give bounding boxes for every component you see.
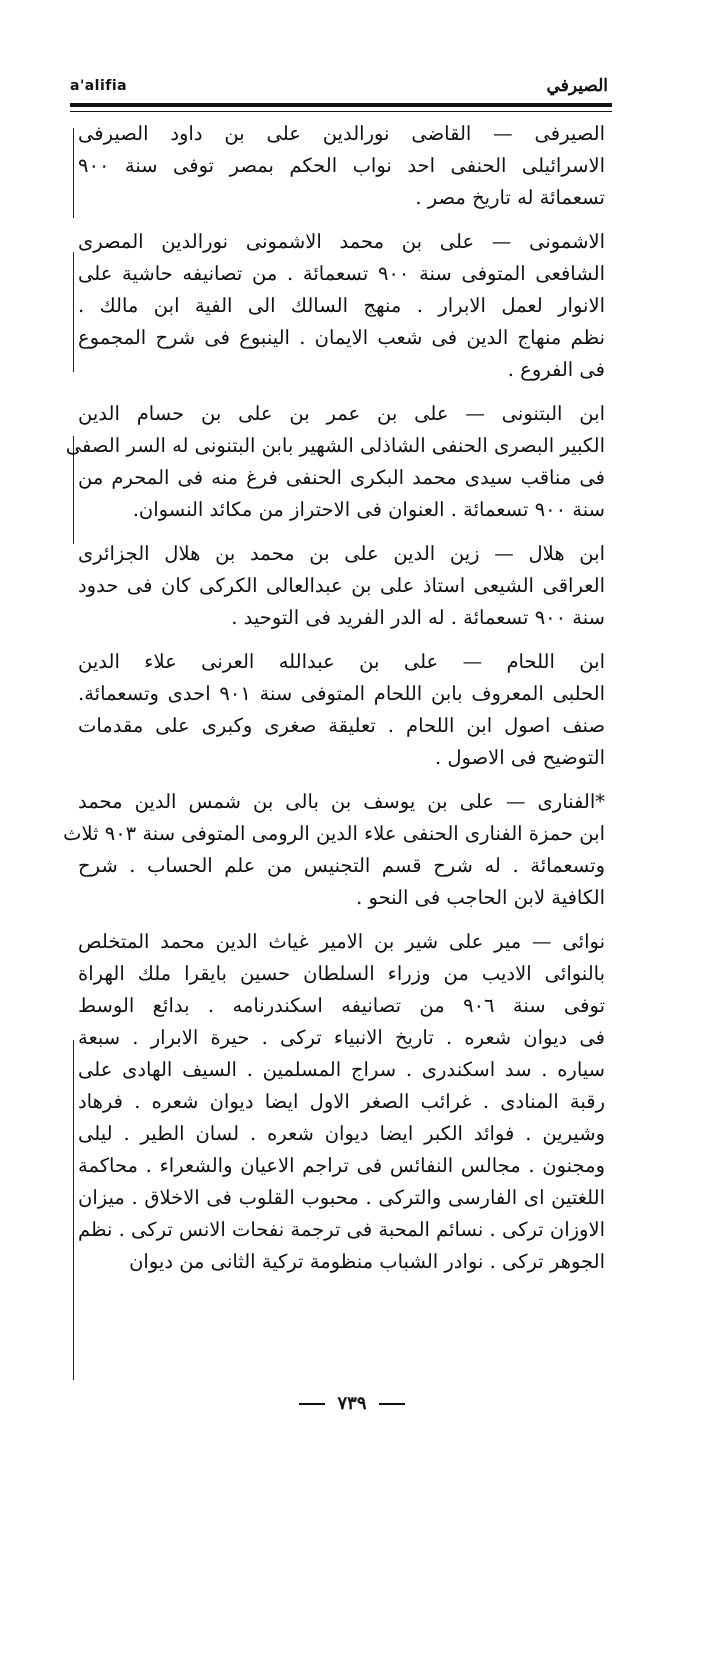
margin-line: [73, 252, 74, 372]
entry-line: الاسرائيلى الحنفى احد نواب الحكم بمصر توفى سنة ٩٠٠: [78, 154, 605, 177]
entry-line: اللغتين اى الفارسى والتركى . محبوب القلوب فى الاخلاق . ميزان: [78, 1186, 605, 1209]
page-number-dash: [379, 1403, 405, 1405]
entry-line: الانوار لعمل الابرار . منهج السالك الى الفية ابن مالك .: [78, 294, 605, 317]
entry-line: ابن اللحام — على بن عبدالله العرنى علاء الدين: [78, 650, 605, 673]
entry-line: رقبة المنادى . غرائب الصغر الاول ايضا ديوان شعره . فرهاد: [78, 1090, 605, 1113]
page-number-dash: [299, 1403, 325, 1405]
entry-line: وشيرين . فوائد الكبر ايضا ديوان شعره . لسان الطير . ليلى: [78, 1122, 605, 1145]
biography-entry: [78, 226, 605, 386]
entry-line: نظم منهاج الدين فى شعب الايمان . الينبوع فى شرح المجموع: [78, 326, 605, 349]
entry-line: بالنوائى الاديب من وزراء السلطان حسين بايقرا ملك الهراة: [78, 962, 605, 985]
entry-line: الاوزان تركى . نسائم المحبة فى ترجمة نفحات الانس تركى . نظم: [78, 1218, 605, 1241]
entry-line: ابن حمزة الفنارى الحنفى علاء الدين الرومى المتوفى سنة ٩٠٣ ثلاث: [63, 822, 605, 845]
entry-line: سنة ٩٠٠ تسعمائة . العنوان فى الاحتراز من مكائد النسوان.: [132, 498, 605, 521]
page-number-value: ٧٣٩: [337, 1393, 367, 1414]
entry-line: الجوهر تركى . نوادر الشباب منظومة تركية الثانى من ديوان: [129, 1250, 605, 1273]
entry-line: ومجنون . مجالس النفائس فى تراجم الاعيان والشعراء . محاكمة: [78, 1154, 605, 1177]
entry-line: فى مناقب سيدى محمد البكرى الحنفى فرغ منه فى المحرم من: [78, 466, 605, 489]
entry-line: صنف اصول ابن اللحام . تعليقة صغرى وكبرى على مقدمات: [78, 714, 605, 737]
entry-line: الاشمونى — على بن محمد الاشمونى نورالدين المصرى: [78, 230, 605, 253]
entry-line: التوضيح فى الاصول .: [434, 746, 605, 769]
biography-entry: [78, 646, 605, 774]
entry-line: الشافعى المتوفى سنة ٩٠٠ تسعمائة . من تصانيفه حاشية على: [78, 262, 605, 285]
entry-line: وتسعمائة . له شرح قسم التجنيس من علم الحساب . شرح: [78, 854, 605, 877]
header-arabic-title: الصيرفي: [546, 76, 608, 96]
entry-line: الصيرفى — القاضى نورالدين على بن داود الصيرفى: [78, 122, 605, 145]
entry-line: ابن البتنونى — على بن عمر بن على بن حسام الدين: [78, 402, 605, 425]
header-latin-text: a'alifia: [70, 78, 128, 94]
biography-entry: [65, 398, 605, 526]
header-rule-thin: [70, 111, 612, 112]
biography-entry: [78, 926, 605, 1278]
entry-line: العراقى الشيعى استاذ على بن عبدالعالى الكركى كان فى حدود: [78, 574, 605, 597]
page-number: [0, 1393, 704, 1414]
biography-entry: [78, 118, 605, 214]
entry-line: سنة ٩٠٠ تسعمائة . له الدر الفريد فى التوحيد .: [231, 606, 605, 629]
header-rule-thick: [70, 103, 612, 107]
body-text: [63, 118, 606, 1658]
entry-line: فى ديوان شعره . تاريخ الانبياء تركى . حيرة الابرار . سبعة: [78, 1026, 605, 1049]
running-header: [70, 78, 608, 102]
entry-line: الكافية لابن الحاجب فى النحو .: [356, 886, 605, 909]
margin-line: [73, 128, 74, 218]
entry-line: *الفنارى — على بن يوسف بن بالى بن شمس الدين محمد: [78, 790, 605, 813]
entry-line: سياره . سد اسكندرى . سراج المسلمين . السيف الهادى على: [78, 1058, 605, 1081]
entry-line: الحلبى المعروف بابن اللحام المتوفى سنة ٩٠١ احدى وتسعمائة.: [78, 682, 606, 705]
entry-line: الكبير البصرى الحنفى الشاذلى الشهير بابن البتنونى له السر الصفى: [65, 434, 605, 457]
biography-entry: [78, 538, 605, 634]
entry-line: فى الفروع .: [507, 358, 605, 381]
margin-line: [73, 1040, 74, 1380]
biography-entry: [63, 786, 605, 914]
entry-line: توفى سنة ٩٠٦ من تصانيفه اسكندرنامه . بدائع الوسط: [78, 994, 605, 1017]
entry-line: نوائى — مير على شير بن الامير غياث الدين محمد المتخلص: [78, 930, 605, 953]
entry-line: ابن هلال — زين الدين على بن محمد بن هلال الجزائرى: [78, 542, 605, 565]
entry-line: تسعمائة له تاريخ مصر .: [415, 186, 605, 209]
